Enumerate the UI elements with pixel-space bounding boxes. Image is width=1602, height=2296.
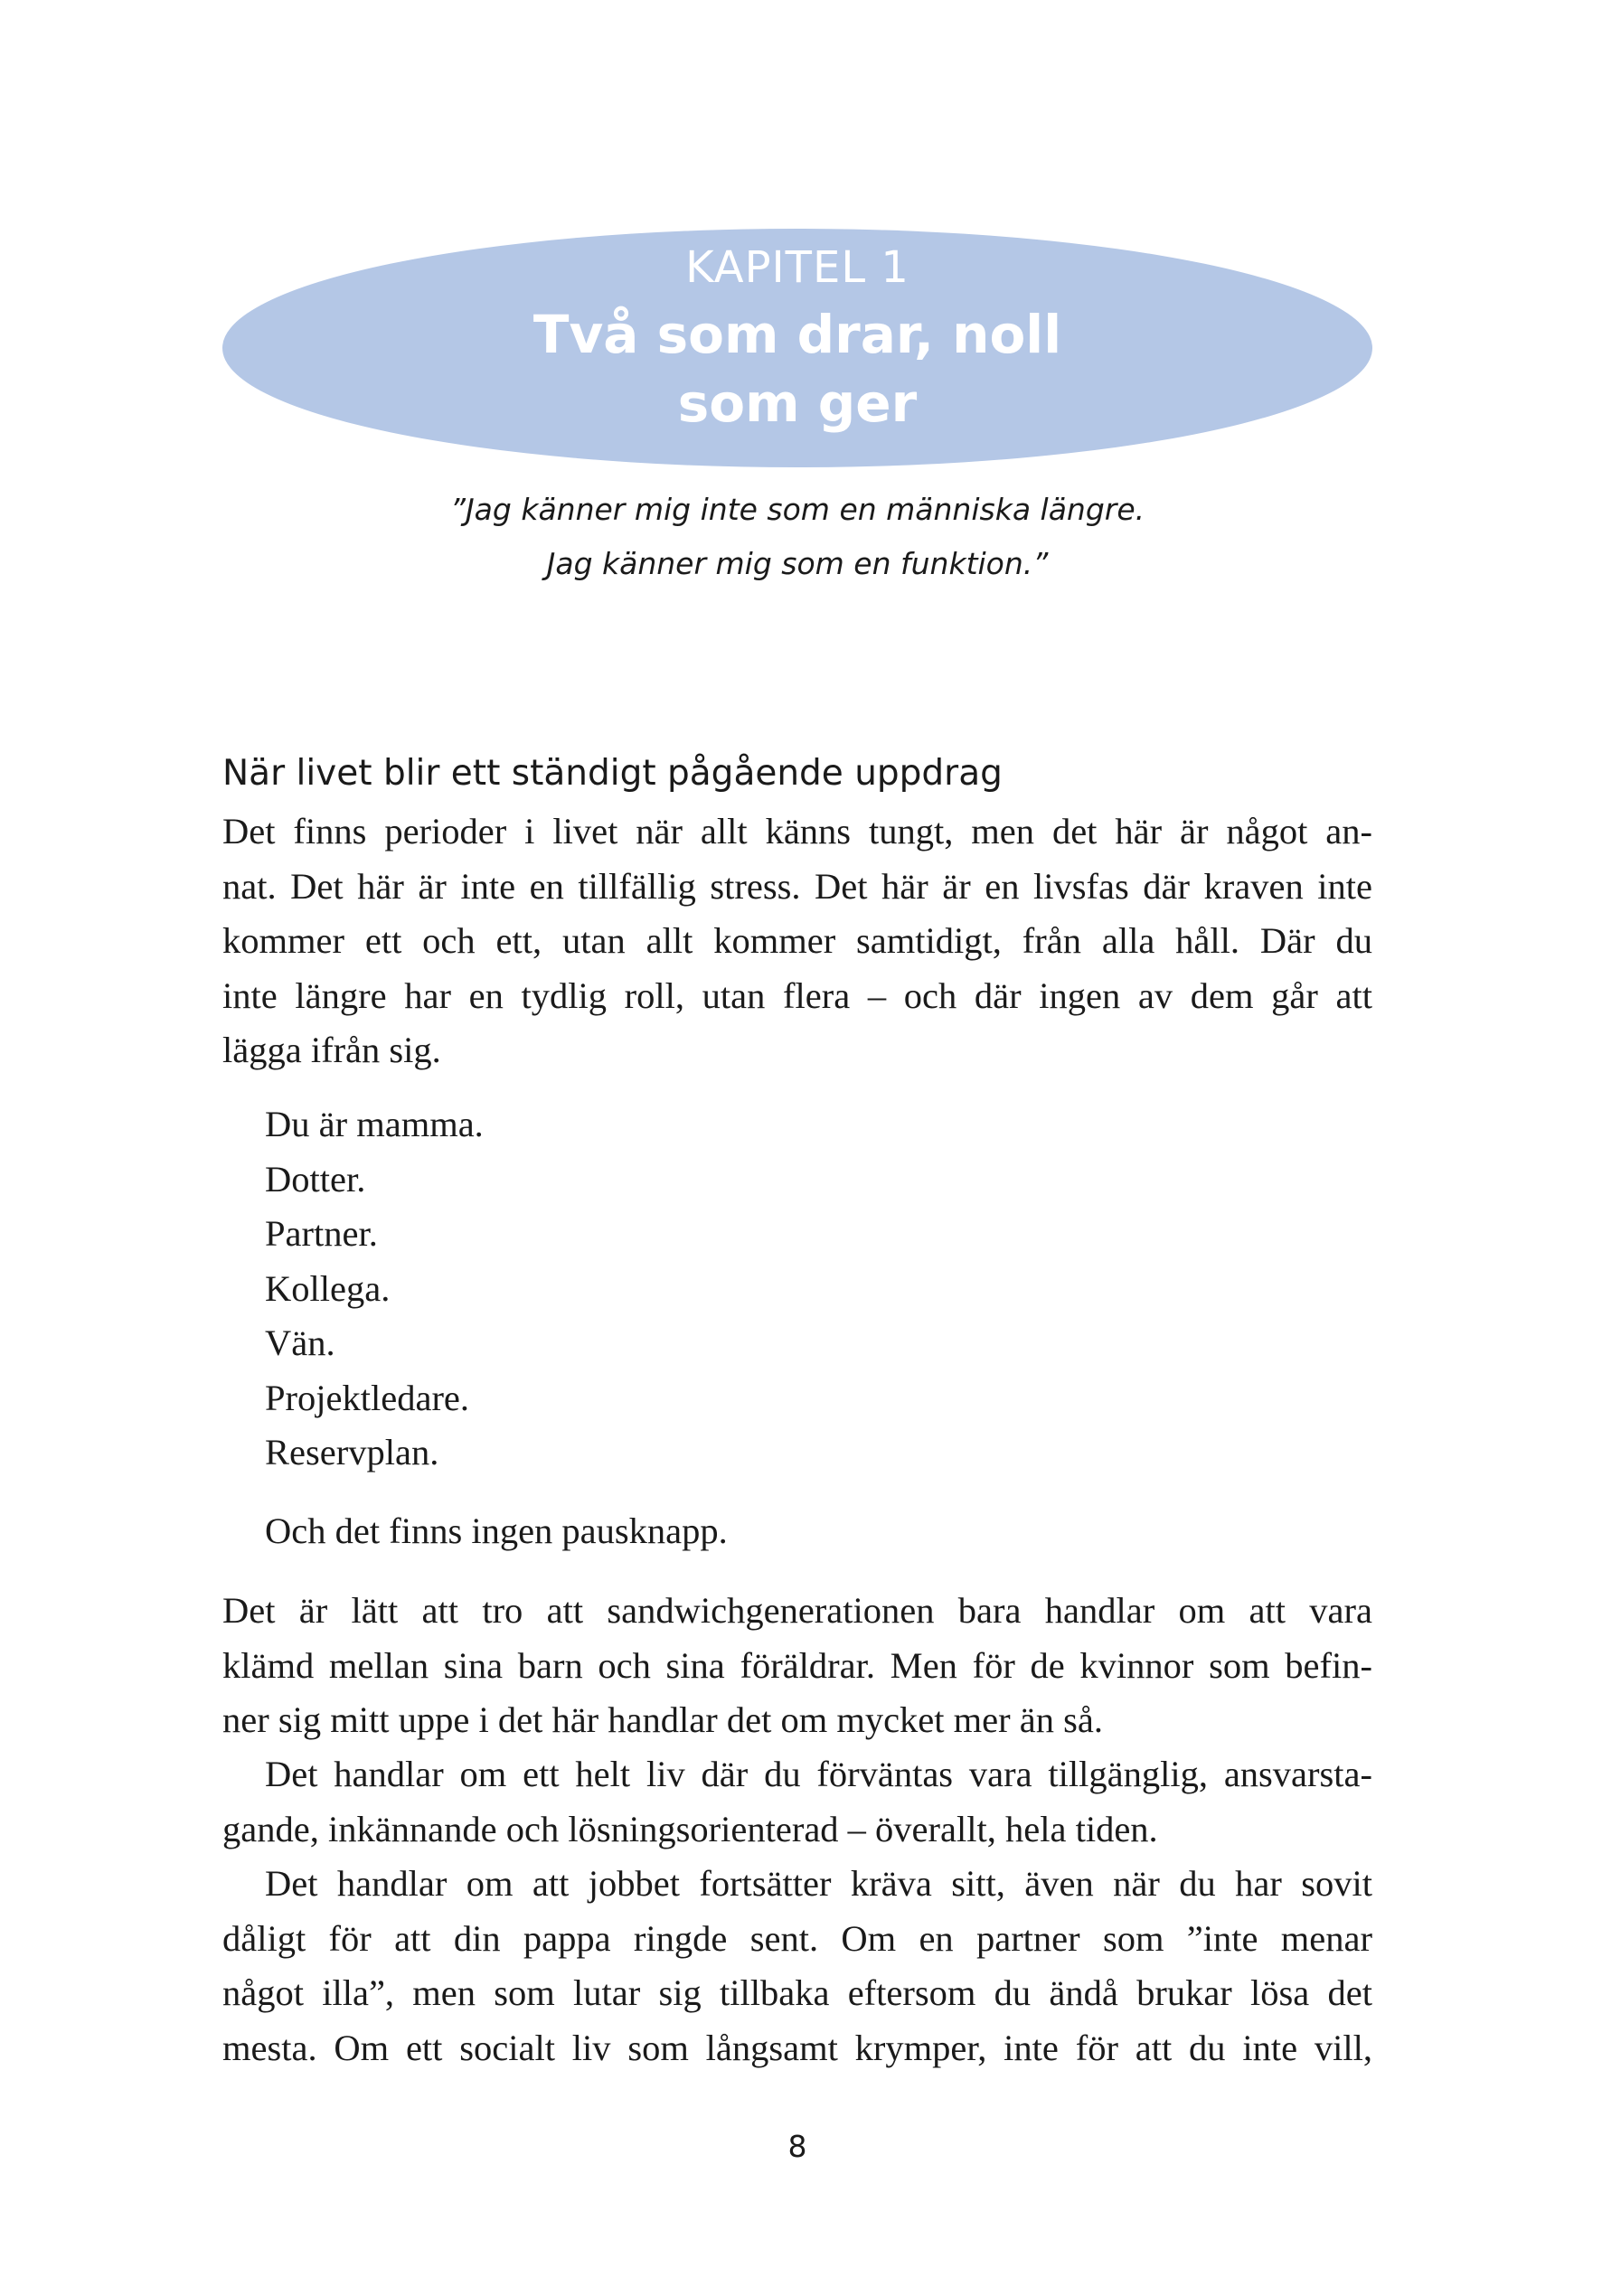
role-item: Dotter. bbox=[265, 1158, 366, 1200]
paragraph-line: mesta. Om ett socialt liv som långsamt krymper, inte för att du inte vill, bbox=[222, 2027, 1372, 2068]
paragraph-line: lägga ifrån sig. bbox=[222, 1030, 441, 1070]
intro-paragraph bbox=[222, 805, 1372, 1078]
paragraph-line: dåligt för att din pappa ringde sent. Om en partner som ”inte menar bbox=[222, 1917, 1372, 1959]
epigraph-line-1: ”Jag känner mig inte som en människa längre. bbox=[449, 492, 1145, 527]
role-item: Kollega. bbox=[265, 1267, 391, 1309]
role-item: Du är mamma. bbox=[265, 1104, 484, 1144]
epigraph-line-2: Jag känner mig som en funktion.” bbox=[546, 546, 1049, 581]
paragraph-line: kommer ett och ett, utan allt kommer samtidigt, från alla håll. Där du bbox=[222, 920, 1372, 961]
roles-list bbox=[265, 1097, 484, 1481]
body-paragraph-1 bbox=[222, 1584, 1372, 1748]
chapter-title bbox=[222, 300, 1372, 438]
paragraph-line: nat. Det här är inte en tillfällig stress. Det här är en livsfas där kraven inte bbox=[222, 865, 1372, 907]
role-item: Vän. bbox=[265, 1322, 335, 1363]
paragraph-line: ner sig mitt uppe i det här handlar det om mycket mer än så. bbox=[222, 1699, 1103, 1740]
epigraph-quote bbox=[222, 483, 1372, 591]
paragraph-line: Det handlar om ett helt liv där du förväntas vara tillgänglig, ansvarsta- bbox=[265, 1754, 1372, 1794]
page-number: 8 bbox=[787, 2129, 807, 2164]
paragraph-line: klämd mellan sina barn och sina föräldrar. Men för de kvinnor som befin- bbox=[222, 1644, 1372, 1686]
closing-line: Och det finns ingen pausknapp. bbox=[265, 1510, 728, 1551]
body-paragraph-3 bbox=[222, 1857, 1372, 2075]
role-item: Partner. bbox=[265, 1213, 378, 1254]
paragraph-line: Det är lätt att tro att sandwichgenerationen bara handlar om att vara bbox=[222, 1590, 1372, 1631]
paragraph-line: Det finns perioder i livet när allt känns tungt, men det här är något an- bbox=[222, 811, 1372, 852]
paragraph-line: gande, inkännande och lösningsorienterad – överallt, hela tiden. bbox=[222, 1808, 1158, 1849]
paragraph-line: något illa”, men som lutar sig tillbaka eftersom du ändå brukar lösa det bbox=[222, 1972, 1372, 2013]
role-item: Projektledare. bbox=[265, 1377, 470, 1418]
body-paragraph-2 bbox=[222, 1747, 1372, 1857]
chapter-title-line-2: som ger bbox=[677, 372, 918, 434]
paragraph-line: inte längre har en tydlig roll, utan flera – och där ingen av dem går att bbox=[222, 974, 1372, 1016]
paragraph-line: Det handlar om att jobbet fortsätter kräva sitt, även när du har sovit bbox=[265, 1863, 1372, 1904]
role-item: Reservplan. bbox=[265, 1432, 439, 1473]
chapter-label: KAPITEL 1 bbox=[685, 242, 909, 293]
chapter-title-line-1: Två som drar, noll bbox=[532, 304, 1062, 365]
section-heading: När livet blir ett ständigt pågående uppdrag bbox=[222, 753, 1003, 794]
